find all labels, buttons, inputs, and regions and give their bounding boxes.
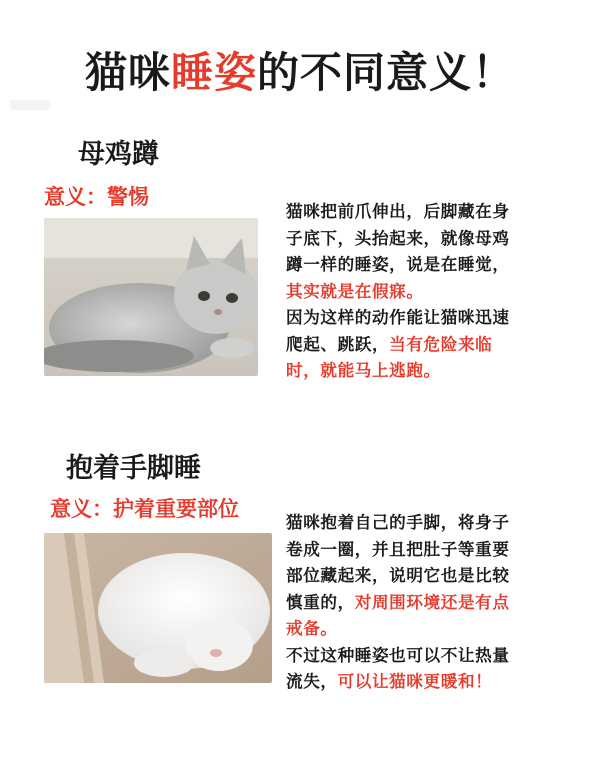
desc-line: 其实就是在假寐。 [286, 281, 424, 301]
desc-line: 爬起、跳跃，当有危险来临 [286, 334, 493, 354]
section-2-heading: 抱着手脚睡 [66, 453, 201, 484]
section-1-heading: 母鸡蹲 [78, 139, 159, 170]
page-title [0, 40, 600, 100]
crouching-cat-photo [44, 218, 258, 376]
desc-line: 猫咪把前爪伸出，后脚藏在身 [286, 202, 510, 221]
section-1-meaning: 意义：警惕 [44, 185, 149, 209]
desc-line: 猫咪抱着自己的手脚，将身子 [286, 513, 510, 532]
title-part-2: 的不同意义！ [257, 48, 516, 97]
title-highlight: 睡姿 [170, 48, 257, 97]
desc-line: 不过这种睡姿也可以不让热量 [286, 645, 510, 665]
desc-line: 流失，可以让猫咪更暖和！ [286, 672, 493, 691]
curled-cat-photo [44, 533, 272, 683]
desc-line: 卷成一圈，并且把肚子等重要 [286, 539, 510, 559]
desc-line: 部位藏起来，说明它也是比较 [286, 566, 510, 585]
desc-line: 蹲一样的睡姿，说是在睡觉， [286, 255, 510, 274]
section-1-description [286, 199, 510, 385]
title-part-1: 猫咪 [84, 48, 171, 97]
desc-line: 慎重的，对周围环境还是有点 [286, 592, 510, 612]
desc-line: 戒备。 [286, 619, 338, 638]
desc-line: 时，就能马上逃跑。 [286, 361, 441, 380]
section-2-meaning: 意义：护着重要部位 [50, 497, 239, 521]
desc-line: 子底下，头抬起来，就像母鸡 [286, 228, 510, 248]
desc-line: 因为这样的动作能让猫咪迅速 [286, 308, 510, 327]
faint-watermark [10, 100, 50, 110]
section-2-description [286, 510, 510, 696]
